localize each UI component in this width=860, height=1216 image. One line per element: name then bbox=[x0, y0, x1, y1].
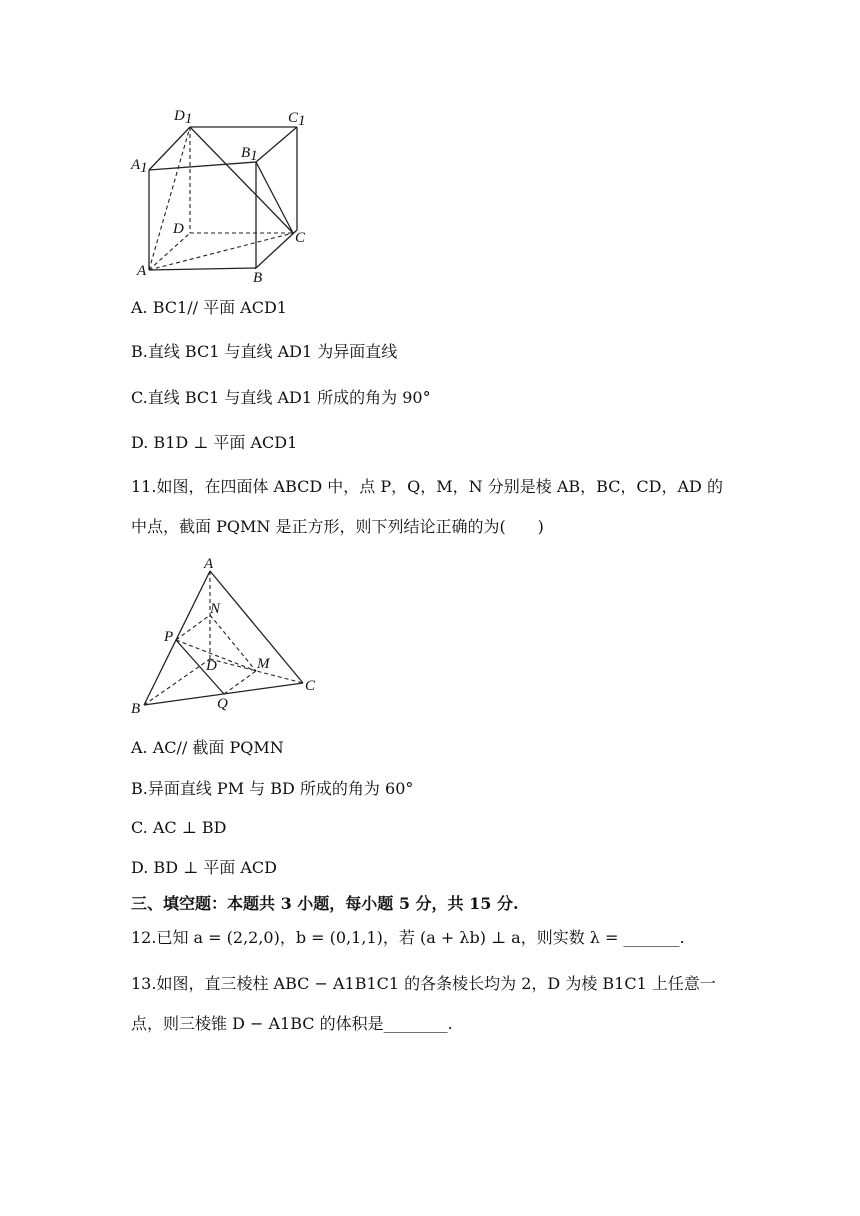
q10-option-b: B.直线 BC1 与直线 AD1 为异面直线 bbox=[131, 342, 398, 361]
cube-figure bbox=[125, 100, 325, 285]
cube-label-d1: D1 bbox=[174, 108, 193, 127]
q11-option-c: C. AC ⊥ BD bbox=[131, 818, 227, 837]
tetra-label-a: A bbox=[204, 556, 214, 572]
q11-stem: 11.如图，在四面体 ABCD 中，点 P，Q，M，N 分别是棱 AB，BC，CD，AD 的中点，截面 PQMN 是正方形，则下列结论正确的为( ) bbox=[131, 477, 723, 536]
q10-option-c: C.直线 BC1 与直线 AD1 所成的角为 90° bbox=[131, 388, 431, 407]
cube-label-a: A bbox=[137, 263, 147, 279]
tetrahedron-figure bbox=[128, 555, 328, 720]
cube-label-b: B bbox=[253, 270, 263, 285]
tetra-label-n: N bbox=[210, 601, 221, 617]
cube-label-a1: A1 bbox=[131, 157, 148, 176]
tetra-label-d: D bbox=[206, 658, 217, 674]
q11-option-d: D. BD ⊥ 平面 ACD bbox=[131, 858, 277, 877]
q10-option-d: D. B1D ⊥ 平面 ACD1 bbox=[131, 433, 298, 452]
q11-option-b: B.异面直线 PM 与 BD 所成的角为 60° bbox=[131, 779, 414, 798]
cube-label-b1: B1 bbox=[241, 145, 258, 164]
q13-text: 13.如图，直三棱柱 ABC − A1B1C1 的各条棱长均为 2，D 为棱 B1C1 上任意一点，则三棱锥 D − A1BC 的体积是________. bbox=[131, 974, 716, 1033]
section-3-heading: 三、填空题：本题共 3 小题，每小题 5 分，共 15 分. bbox=[131, 894, 519, 913]
q12-text: 12.已知 a = (2,2,0)，b = (0,1,1)，若 (a + λb) ⊥ a，则实数 λ = _______. bbox=[131, 928, 685, 947]
cube-label-c1: C1 bbox=[288, 110, 306, 129]
cube-label-c: C bbox=[295, 230, 306, 246]
cube-label-d: D bbox=[173, 221, 184, 237]
q10-option-a: A. BC1// 平面 ACD1 bbox=[131, 298, 287, 317]
tetra-label-p: P bbox=[164, 629, 174, 645]
q11-option-a: A. AC// 截面 PQMN bbox=[131, 738, 284, 757]
tetra-label-q: Q bbox=[217, 696, 228, 712]
tetra-label-c: C bbox=[305, 678, 316, 694]
tetra-label-b: B bbox=[131, 701, 141, 717]
tetra-label-m: M bbox=[257, 656, 270, 672]
